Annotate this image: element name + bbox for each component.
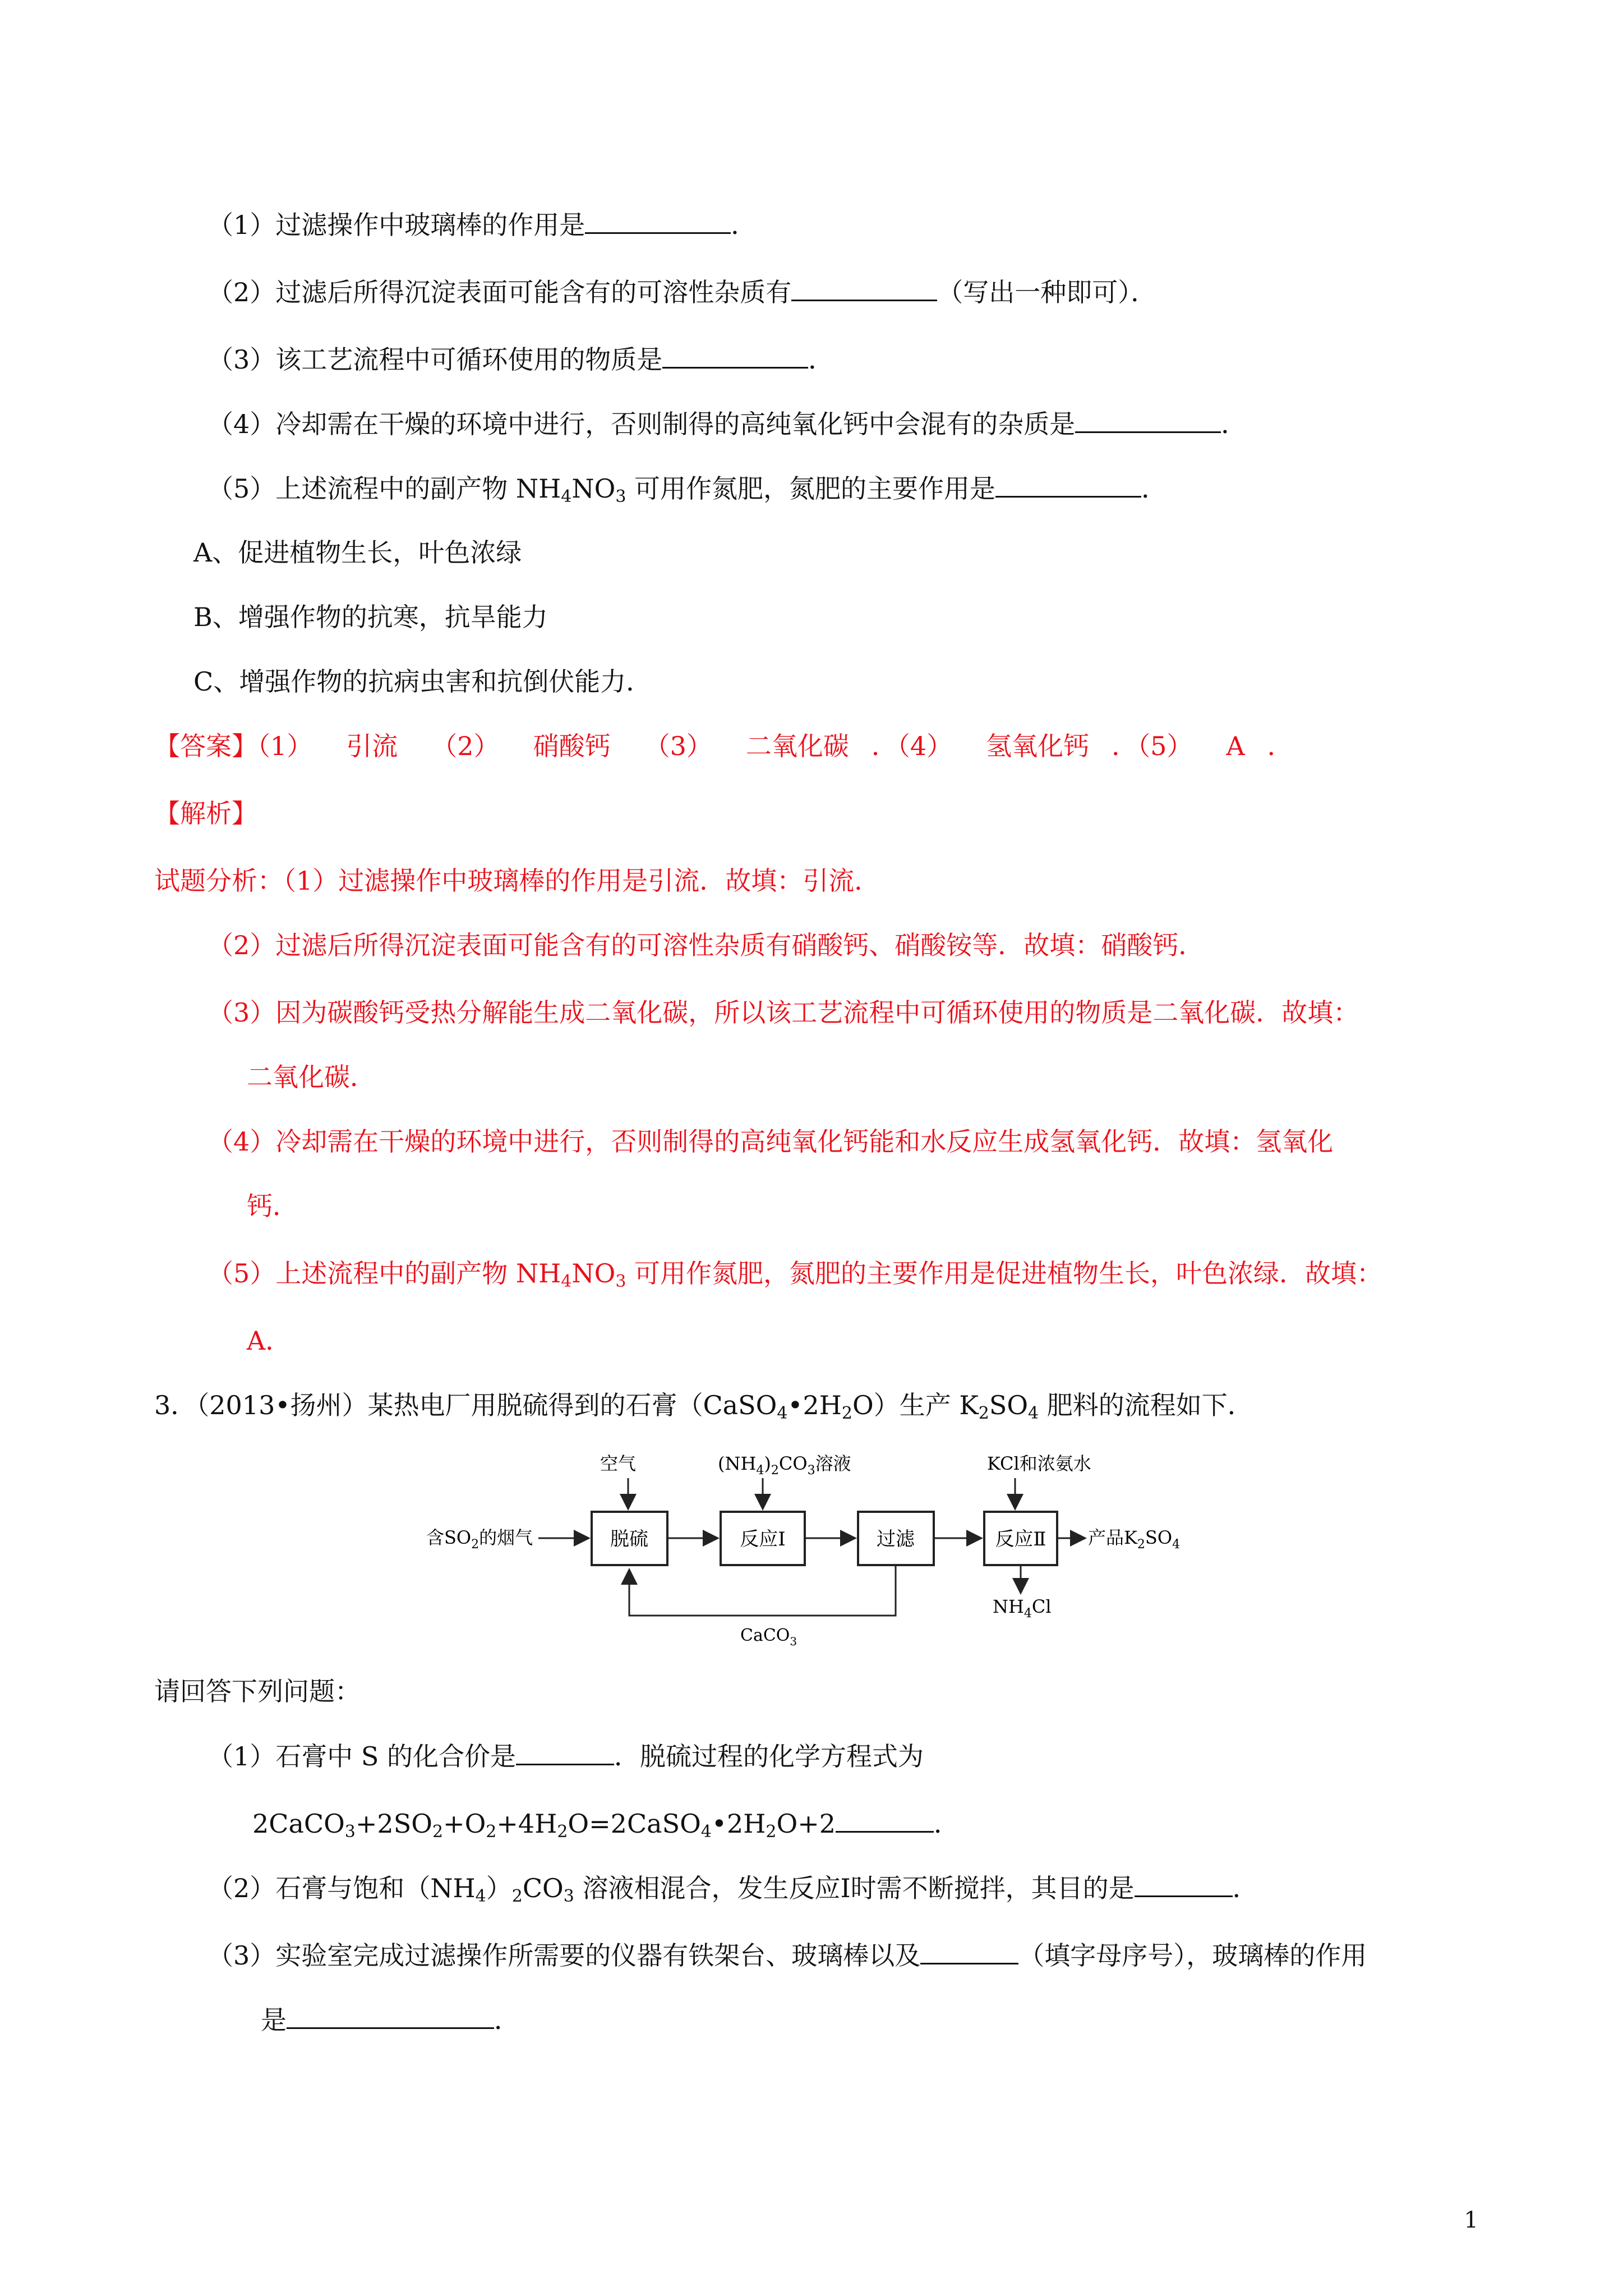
q3-text: ．: [1232, 1873, 1258, 1903]
subscript: 2: [766, 1822, 777, 1842]
q3-equation: [252, 1806, 960, 1841]
box-reaction-2-label: 反应Ⅱ: [995, 1528, 1046, 1550]
answer-blank: [1135, 1871, 1233, 1897]
analysis-line-3a: （3）因为碳酸钙受热分解能生成二氧化碳，所以该工艺流程中可循环使用的物质是二氧化碳．故填：: [208, 997, 1359, 1028]
q3-text: （2）石膏与饱和（NH: [208, 1873, 476, 1903]
question-number: （5）: [208, 473, 276, 504]
question-text: NO: [571, 473, 616, 504]
subscript: 4: [700, 1822, 712, 1842]
analysis-lead: 试题分析：: [154, 866, 283, 896]
answer-blank: [791, 275, 937, 301]
question-number: （1）: [208, 210, 276, 240]
subscript: 3: [807, 1464, 815, 1478]
analysis-line-1: [154, 864, 880, 898]
label-part: 产品K: [1088, 1527, 1137, 1548]
analysis-label: 【解析】: [154, 798, 257, 829]
box-reaction-1-label: 反应Ⅰ: [740, 1528, 786, 1550]
q3-text: •2H: [787, 1390, 842, 1420]
question-2: [208, 275, 1156, 309]
label-part: SO: [1145, 1527, 1173, 1548]
question-1: [208, 208, 757, 242]
q3-text: （1）石膏中 S 的化合价是: [208, 1741, 517, 1772]
answer-item: 氢氧化钙: [986, 731, 1090, 761]
answer-label: 【答案】: [154, 731, 257, 761]
analysis-text: NO: [571, 1258, 616, 1289]
subscript: 4: [1028, 1404, 1039, 1423]
equation-part: •2H: [711, 1809, 766, 1839]
answer-line: [154, 729, 1293, 763]
label-reagent-2: KCl和浓氨水: [987, 1453, 1091, 1474]
equation-part: O=2CaSO: [568, 1809, 701, 1839]
page-number: 1: [1464, 2207, 1478, 2233]
q3-sub-3a: [208, 1938, 1367, 1972]
analysis-line-2: （2）过滤后所得沉淀表面可能含有的可溶性杂质有硝酸钙、硝酸铵等．故填：硝酸钙．: [208, 930, 1205, 960]
label-air: 空气: [600, 1453, 637, 1474]
q3-text: 3．（2013•扬州）某热电厂用脱硫得到的石膏（CaSO: [154, 1390, 777, 1420]
answer-blank: [662, 342, 808, 369]
analysis-text: （5）上述流程中的副产物 NH: [208, 1258, 561, 1289]
answer-item: 二氧化碳: [745, 731, 849, 761]
subscript: 3: [615, 487, 626, 507]
equation-part: O+2: [776, 1809, 836, 1839]
question-tail: ．: [731, 210, 757, 240]
q3-text: 肥料的流程如下．: [1039, 1390, 1253, 1420]
answer-blank: [287, 2003, 494, 2029]
label-part: Cl: [1031, 1596, 1052, 1617]
label-part: 的烟气: [479, 1527, 533, 1548]
question-5: [208, 471, 1167, 505]
question-text: 可用作氮肥，氮肥的主要作用是: [626, 473, 996, 504]
subscript: 2: [486, 1822, 497, 1842]
answer-blank: [516, 1739, 614, 1765]
analysis-line-5b: A．: [247, 1326, 292, 1356]
label-product: [1088, 1527, 1180, 1552]
subscript: 3: [790, 1635, 797, 1648]
option-a: A、促进植物生长，叶色浓绿: [193, 537, 522, 568]
answer-item: （2）: [431, 731, 500, 761]
subscript: 2: [557, 1822, 568, 1842]
q3-sub-2: [208, 1871, 1258, 1905]
subscript: 4: [777, 1404, 788, 1423]
option-b: B、增强作物的抗寒，抗旱能力: [193, 602, 548, 632]
answer-item: ．（4）: [871, 731, 953, 761]
q3-intro: [154, 1388, 1253, 1422]
answer-item: ．（5）: [1112, 731, 1193, 761]
analysis-line-4a: （4）冷却需在干燥的环境中进行，否则制得的高纯氧化钙能和水反应生成氢氧化钙．故填：氢氧化: [208, 1126, 1334, 1157]
subscript: 4: [1023, 1607, 1032, 1621]
subscript: 4: [1172, 1538, 1181, 1552]
answer-blank: [836, 1806, 934, 1833]
q3-text: （3）实验室完成过滤操作所需要的仪器有铁架台、玻璃棒以及: [208, 1940, 921, 1971]
label-part: NH: [993, 1596, 1024, 1617]
q3-sub-1a: [208, 1739, 924, 1773]
subscript: 3: [563, 1887, 574, 1906]
answer-item: （3）: [644, 731, 712, 761]
answer-item: ．: [1267, 731, 1293, 761]
box-desulfurization-label: 脱硫: [610, 1528, 648, 1550]
label-part: 溶液: [815, 1453, 851, 1474]
equation-part: +4H: [496, 1809, 557, 1839]
box-filtration-label: 过滤: [877, 1528, 915, 1550]
subscript: 3: [615, 1272, 626, 1291]
label-part: (NH: [718, 1453, 757, 1474]
q3-text: （填字母序号），玻璃棒的作用: [1018, 1940, 1367, 1971]
question-tail: ．: [808, 344, 834, 375]
question-text: 过滤后所得沉淀表面可能含有的可溶性杂质有: [275, 277, 792, 307]
subscript: 4: [561, 487, 572, 507]
analysis-text: （1）过滤操作中玻璃棒的作用是引流．故填：引流．: [283, 866, 880, 896]
answer-blank: [920, 1938, 1018, 1964]
answer-blank: [995, 471, 1141, 498]
answer-item: A: [1226, 731, 1245, 761]
answer-blank: [585, 208, 731, 234]
label-part: CO: [778, 1453, 808, 1474]
analysis-text: 可用作氮肥，氮肥的主要作用是促进植物生长，叶色浓绿．故填：: [626, 1258, 1383, 1289]
q3-text: ）: [486, 1873, 512, 1903]
q3-text: ．: [494, 2005, 520, 2035]
answer-item: 硝酸钙: [533, 731, 611, 761]
subscript: 4: [756, 1464, 764, 1478]
q3-sub-3b: [261, 2003, 520, 2037]
label-flue-gas: [426, 1527, 533, 1552]
analysis-line-4b: 钙．: [247, 1191, 298, 1221]
equation-part: ．: [934, 1809, 960, 1839]
question-text: 冷却需在干燥的环境中进行，否则制得的高纯氧化钙中会混有的杂质是: [275, 409, 1076, 439]
subscript: 3: [344, 1822, 356, 1842]
q3-prompt: 请回答下列问题：: [154, 1676, 361, 1706]
analysis-line-5a: [208, 1257, 1382, 1290]
equation-part: 2CaCO: [252, 1809, 345, 1839]
question-text: 过滤操作中玻璃棒的作用是: [275, 210, 585, 240]
label-part: ): [764, 1453, 771, 1474]
label-part: 含SO: [426, 1527, 472, 1548]
q3-text: CO: [522, 1873, 564, 1903]
subscript: 2: [511, 1887, 523, 1906]
label-part: CaCO: [740, 1626, 790, 1645]
answer-item: （1）: [257, 731, 313, 761]
q3-text: 溶液相混合，发生反应Ⅰ时需不断搅拌，其目的是: [574, 1873, 1135, 1903]
question-tail: ．: [1221, 409, 1247, 439]
question-number: （3）: [208, 344, 276, 375]
option-c: C、增强作物的抗病虫害和抗倒伏能力．: [193, 666, 652, 697]
question-tail: ．: [1141, 473, 1168, 504]
label-reagent-1: [718, 1453, 851, 1478]
subscript: 4: [475, 1887, 486, 1906]
q3-text: O）生产 K: [852, 1390, 979, 1420]
question-4: [208, 407, 1247, 441]
subscript: 2: [1137, 1538, 1145, 1552]
subscript: 4: [561, 1272, 572, 1291]
subscript: 2: [978, 1404, 989, 1423]
q3-text: SO: [989, 1390, 1029, 1420]
question-text: 该工艺流程中可循环使用的物质是: [275, 344, 663, 375]
subscript: 2: [771, 1464, 779, 1478]
question-tail: （写出一种即可）．: [937, 277, 1157, 307]
equation-part: +2SO: [355, 1809, 432, 1839]
analysis-line-3b: 二氧化碳．: [247, 1062, 376, 1092]
process-flow-diagram: [426, 1447, 1211, 1649]
subscript: 2: [841, 1404, 853, 1423]
question-number: （2）: [208, 277, 276, 307]
answer-item: 引流: [346, 731, 398, 761]
label-byproduct: [993, 1596, 1052, 1621]
q3-text: ．脱硫过程的化学方程式为: [614, 1741, 924, 1772]
question-3: [208, 342, 834, 376]
q3-text: 是: [261, 2005, 287, 2035]
subscript: 2: [471, 1538, 479, 1552]
question-text: 上述流程中的副产物 NH: [275, 473, 561, 504]
question-number: （4）: [208, 409, 276, 439]
label-recycle: [740, 1626, 797, 1648]
subscript: 2: [432, 1822, 444, 1842]
equation-part: +O: [443, 1809, 486, 1839]
answer-blank: [1075, 407, 1221, 433]
